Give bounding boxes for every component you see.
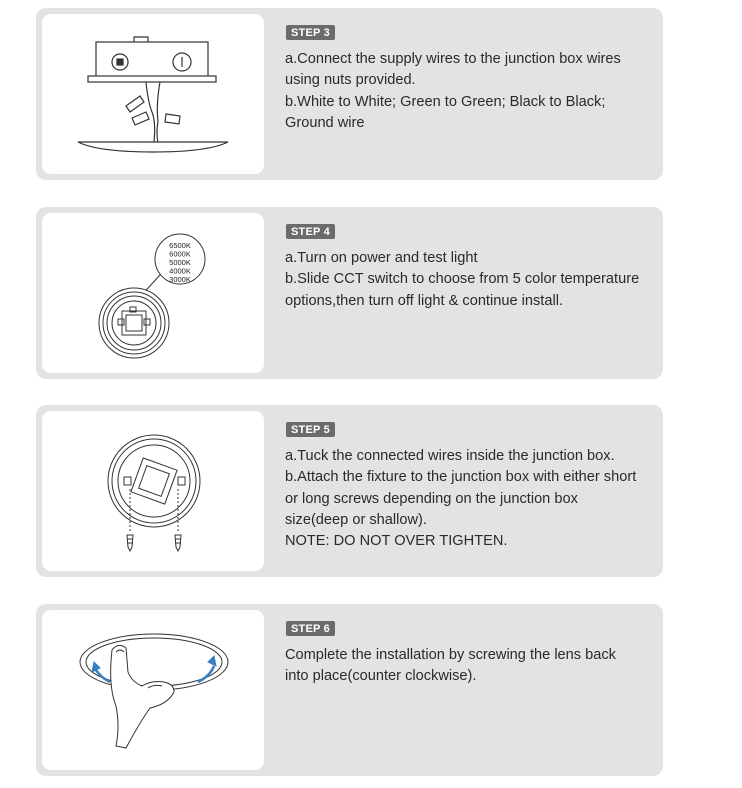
step-instructions [285,645,655,688]
instruction-line: into place(counter clockwise). [285,668,477,685]
instruction-line: using nuts provided. [285,72,416,89]
instruction-line: b.White to White; Green to Green; Black to Black; [285,93,606,110]
step-badge: STEP 5 [286,422,335,437]
cct-option-label: 4000K [169,266,191,276]
hand-twisting-lens-icon [42,610,264,770]
cct-option-label: 3000K [169,275,191,284]
instruction-line: Complete the installation by screwing the lens back [285,647,616,663]
step-instructions [285,248,655,312]
step-3-illustration [42,14,264,174]
step-badge: STEP 4 [286,224,335,239]
instruction-line: or long screws depending on the junction box [285,490,578,507]
step-instructions [285,49,655,134]
cct-option-label: 5000K [169,258,191,267]
step-6-card [36,604,663,776]
fixture-screws-icon [42,411,264,571]
instruction-line: b.Slide CCT switch to choose from 5 color temperature [285,271,640,288]
step-5-card [36,405,663,577]
step-4-illustration [42,213,264,373]
step-3-card [36,8,663,180]
step-6-illustration [42,610,264,770]
step-5-illustration [42,411,264,571]
step-badge: STEP 3 [286,25,335,40]
instruction-line: a.Turn on power and test light [285,250,478,266]
instruction-line: options,then turn off light & continue install. [285,292,564,309]
step-4-card [36,207,663,379]
cct-option-label: 6000K [169,249,191,259]
instruction-line: size(deep or shallow). [285,511,427,528]
instruction-line: Ground wire [285,114,365,131]
cct-switch-icon [42,213,264,373]
cct-option-label: 6500K [169,241,191,250]
junction-box-wiring-icon [42,14,264,174]
instruction-line: a.Tuck the connected wires inside the junction box. [285,448,615,464]
instruction-line: a.Connect the supply wires to the junction box wires [285,51,621,67]
step-badge: STEP 6 [286,621,335,636]
instruction-line: NOTE: DO NOT OVER TIGHTEN. [285,533,508,550]
instruction-line: b.Attach the fixture to the junction box with either short [285,469,637,486]
step-instructions [285,446,655,552]
